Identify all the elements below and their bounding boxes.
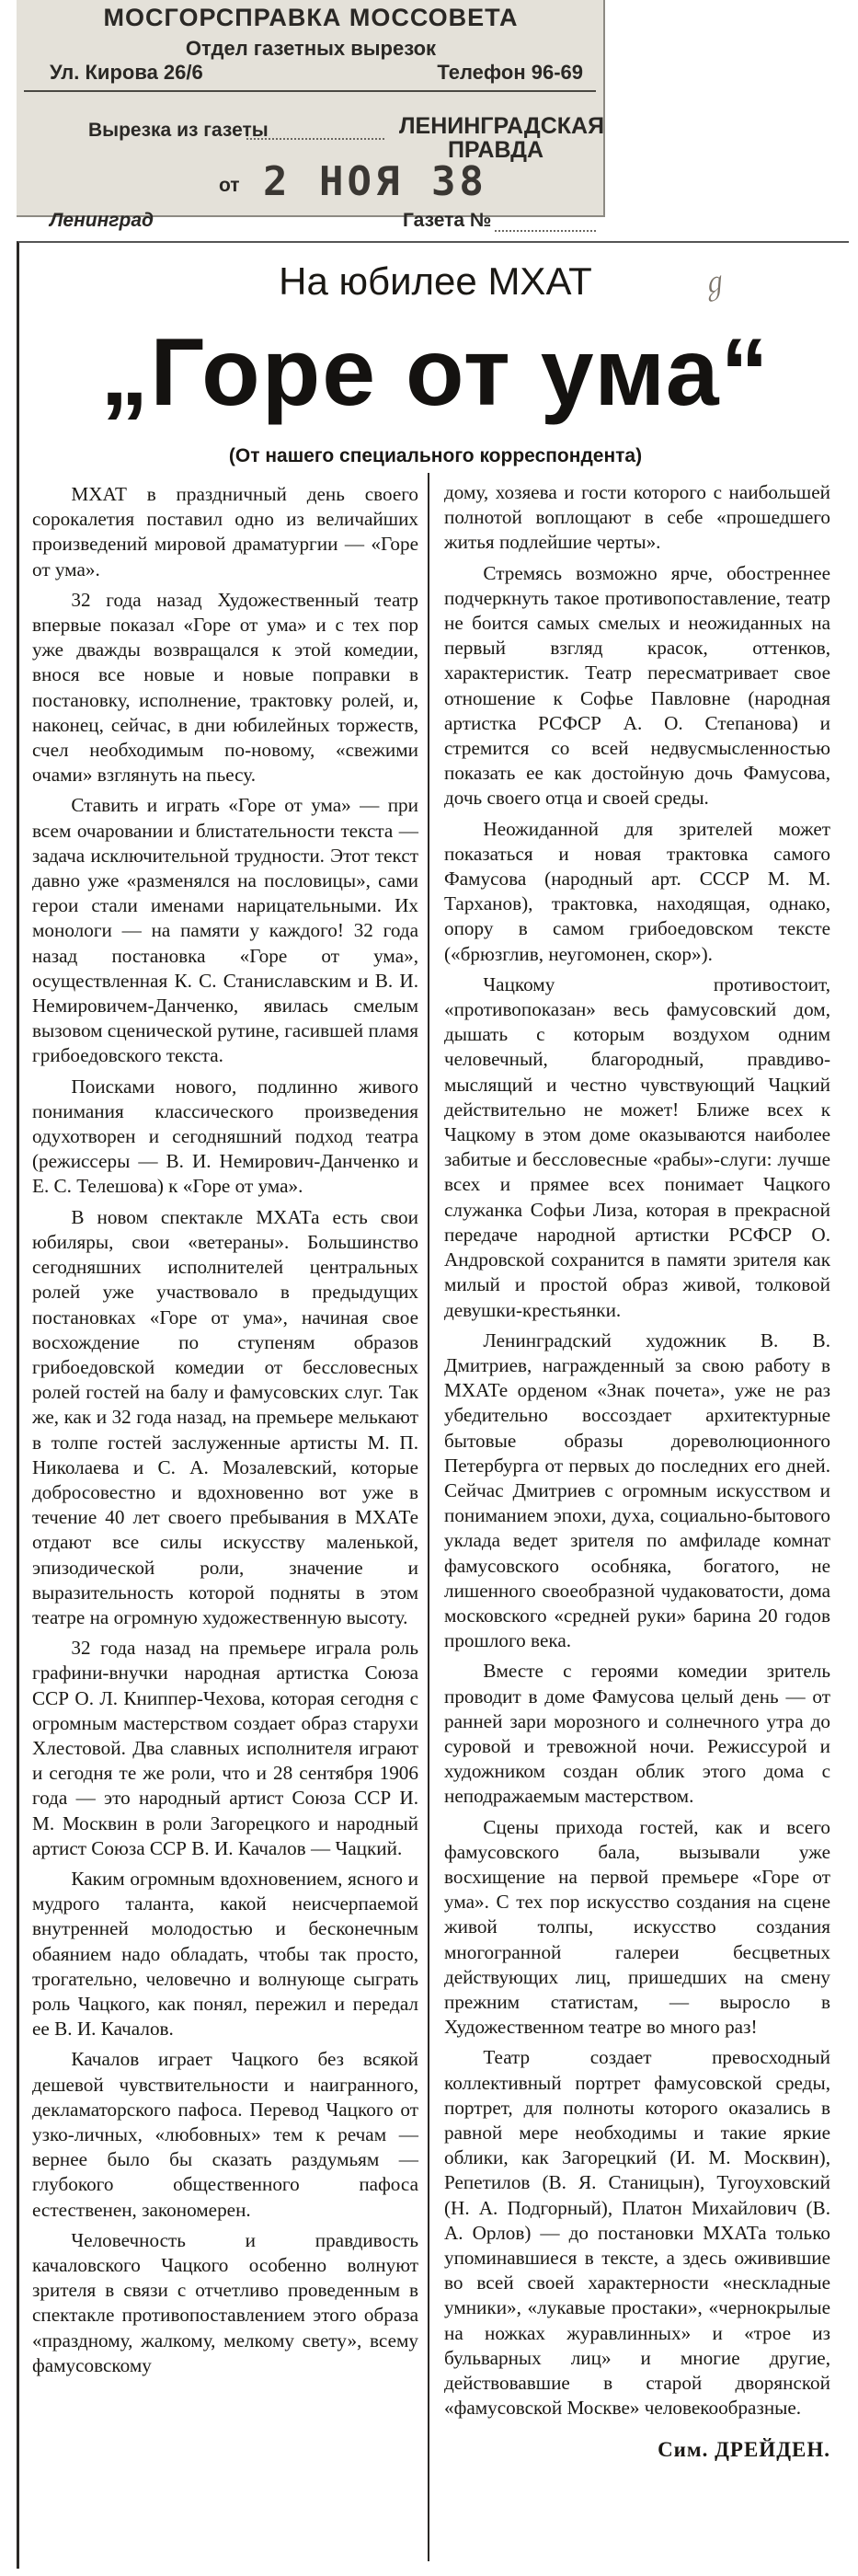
paragraph: Человечность и правдивость качаловского Чацкого особенно волнуют зрителя в связи с отчетливо проведенным в спектакле противопоставлением этого образа «праздному, жалкому, мелкому свету», всему фамусовскому: [32, 2228, 418, 2376]
article-byline: (От нашего специального корреспондента): [228, 445, 643, 466]
newspaper-name-stamp: ЛЕНИНГРАДСКАЯ ПРАВДА: [399, 113, 605, 163]
column-divider: [428, 473, 429, 2561]
paragraph: 32 года назад на премьере играла роль графини-внучки народная артистка Союза ССР О. Л. Книппер-Чехова, которая сегодня с огромным мастерством создает образ старухи Хлестовой. Два славных исполнителя играют и сегодня те же роли, что и 28 сентября 1906 года — это народный артист Союза ССР И. М. Москвин в роли Загорецкого и народный артист Союза ССР В. И. Качалов — Чацкий.: [32, 1637, 418, 1859]
agency-phone: Телефон 96-69: [437, 61, 583, 84]
clipping-from-label: Вырезка из газеты: [88, 120, 269, 141]
agency-contacts: [50, 61, 583, 85]
paragraph: Неожиданной для зрителей может показаться и новая трактовка самого Фамусова (народный арт. СССР М. М. Тарханов), трактовка, находящая, однако, опору в самом грибоедовском тексте («брюзглив, неугомонен, скор»).: [444, 817, 830, 965]
paragraph: МХАТ в праздничный день своего сорокалетия поставил одно из величайших произведений мировой драматургии — «Горе от ума».: [32, 483, 418, 581]
article-rubric: На юбилее МХАТ: [279, 259, 592, 303]
paragraph: 32 года назад Художественный театр впервые показал «Горе от ума» и с тех пор уже дважды возвращался к этой комедии, внося все новые и новые поправки в постановку, исполнение, трактовку ролей, и, наконец, сейчас, в дни юбилейных торжеств, счел необходимым по-новому, «свежими очами» взглянуть на пьесу.: [32, 588, 418, 787]
article-column-right: [444, 480, 830, 2463]
city-label: Ленинград: [50, 210, 154, 231]
paragraph: Качалов играет Чацкого без всякой дешевой чувствительности и наигранного, декламаторского пафоса. Перевод Чацкого от узко-личных, «любовных» тем к речам — вернее было бы сказать раздумьям — глубокого общественного пафоса естественен, закономерен.: [32, 2048, 418, 2221]
slip-dotted-line: [495, 230, 596, 232]
slip-dotted-line: [246, 138, 384, 140]
date-label: от: [219, 175, 240, 196]
paragraph: Чацкому противостоит, «противопоказан» весь фамусовский дом, дышать с которым воздухом одним человечный, благородный, правдиво-мыслящий и честно чувствующий Чацкий действительно не может! Ближе всех к Чацкому в этом доме оказываются наиболее забитые и бессловесные «рабы»-слуги: лучше всех и прямее всех понимает Чацкого служанка Софьи Лиза, которая в прекрасной передаче народной артистки РСФСР О. Андровской сохранится в памяти зрителя как милый и простой образ живой, толковой девушки-крестьянки.: [444, 972, 830, 1321]
handwritten-mark: ℊ: [694, 264, 732, 305]
paragraph: Ленинградский художник В. В. Дмитриев, награжденный за свою работу в МХАТе орденом «Знак почета», уже не раз убедительно воссоздает архитектурные бытовые образы дореволюционного Петербурга от первых до последних его дней. Сейчас Дмитриев с огромным искусством и пониманием эпохи, духа, социально-бытового уклада ведет зрителя по амфиладе комнат фамусовского особняка, богатого, не лишенного своеобразной чудаковатости, дома московского «средней руки» барина 20 годов прошлого века.: [444, 1328, 830, 1652]
clipping-slip: [17, 0, 605, 231]
paragraph: Поисками нового, подлинно живого понимания классического произведения одухотворен и сегодняшний подход театра (режиссеры — В. И. Немирович-Данченко и Е. С. Телешова) к «Горе от ума».: [32, 1075, 418, 1198]
gazeta-number-label: Газета №: [403, 210, 492, 231]
article-headline: „Горе от ума“: [100, 319, 771, 426]
paragraph-continuation: дому, хозяева и гости которого с наибольшей полнотой воплощают в себе «прошедшего житья подлейшие черты».: [444, 481, 830, 554]
article-column-left: [32, 482, 418, 2384]
paragraph: Каким огромным вдохновением, ясного и мудрого таланта, какой неисчерпаемой внутренней молодостью и бесконечным обаянием надо обладать, чтобы так просто, трогательно, человечно и волнующе сыграть роль Чацкого, как понял, пережил и передал ее В. И. Качалов.: [32, 1867, 418, 2041]
newspaper-article: [17, 241, 849, 2569]
paragraph: Вместе с героями комедии зритель проводит в доме Фамусова целый день — от ранней зари морозного и солнечного утра до суровой и тревожной ночи. Режиссурой и художником создан облик этого дома с неподражаемым мастерством.: [444, 1660, 830, 1808]
paragraph: Ставить и играть «Горе от ума» — при всем очаровании и блистательности текста — задача исключительной трудности. Этот текст давно уже «разменялся на пословицы», сами герои стали именами нарицательными. Их монологи — на памяти у каждого! 32 года назад постановка «Горе от ума», осуществленная К. С. Станиславским и В. И. Немировичем-Данченко, явилась смелым вызовом сценической рутине, гасившей пламя грибоедовского текста.: [32, 794, 418, 1067]
paragraph: Стремясь возможно ярче, обостреннее подчеркнуть такое противопоставление, театр не боится самых смелых и неожиданных на первый взгляд красок, оттенков, характеристик. Театр пересматривает свое отношение к Софье Павловне (народная артистка РСФСР А. О. Степанова) и стремится со всей недвусмысленностью показать ее как достойную дочь Фамусова, дочь своего отца и своей среды.: [444, 561, 830, 810]
paragraph: Театр создает превосходный коллективный портрет фамусовской среды, портрет, для полноты которого оказались в равной мере необходимы и такие яркие облики, как Загорецкий (И. М. Москвин), Репетилов (В. Я. Станицын), Тугоуховский (Н. А. Подгорный), Платон Михайлович (В. А. Орлов) — до постановки МХАТа только упоминавшиеся в тексте, а здесь оживившие во всей своей характерности «нескладные умники», «лукавые простаки», «чернокрылые на ножках журавлинных» и «трое из бульварных лиц» и многие другие, действовавшие в старой дворянской «фамусовской Москве» человекообразные.: [444, 2046, 830, 2420]
agency-name: МОСГОРСПРАВКА МОССОВЕТА: [103, 4, 519, 31]
paragraph: В новом спектакле МХАТа есть свои юбиляры, свои «ветераны». Большинство сегодняшних исполнителей центральных ролей уже участвовало в предыдущих постановках «Горе от ума», начиная свое восхождение по ступеням образов грибоедовской комедии от бессловесных ролей гостей на балу и фамусовских слуг. Так же, как и 32 года назад, на премьере мелькают в толпе гостей заслуженные артисты М. П. Николаева и С. А. Мозалевский, которые добросовестно и вдохновенно вот уже в течение 40 лет своего пребывания в МХАТе отдают все силы искусству маленькой, эпизодической роли, значение и выразительность которой подняты в этом театре на огромную художественную высоту.: [32, 1205, 418, 1628]
date-stamp: 2 НОЯ 38: [263, 158, 487, 205]
agency-address: Ул. Кирова 26/6: [50, 61, 203, 84]
agency-department: Отдел газетных вырезок: [185, 37, 437, 60]
slip-divider: [24, 90, 596, 92]
paragraph: Сцены прихода гостей, как и всего фамусовского бала, вызывали уже восхищение на первой премьере «Горе от ума». С тех пор искусство создания на сцене живой толпы, искусство создания многогранной галереи бесцветных действующих лиц, пришедших на смену прежним статистам, — выросло в Художественном театре во много раз!: [444, 1815, 830, 2039]
author-signature: Сим. ДРЕЙДЕН.: [658, 2438, 830, 2462]
